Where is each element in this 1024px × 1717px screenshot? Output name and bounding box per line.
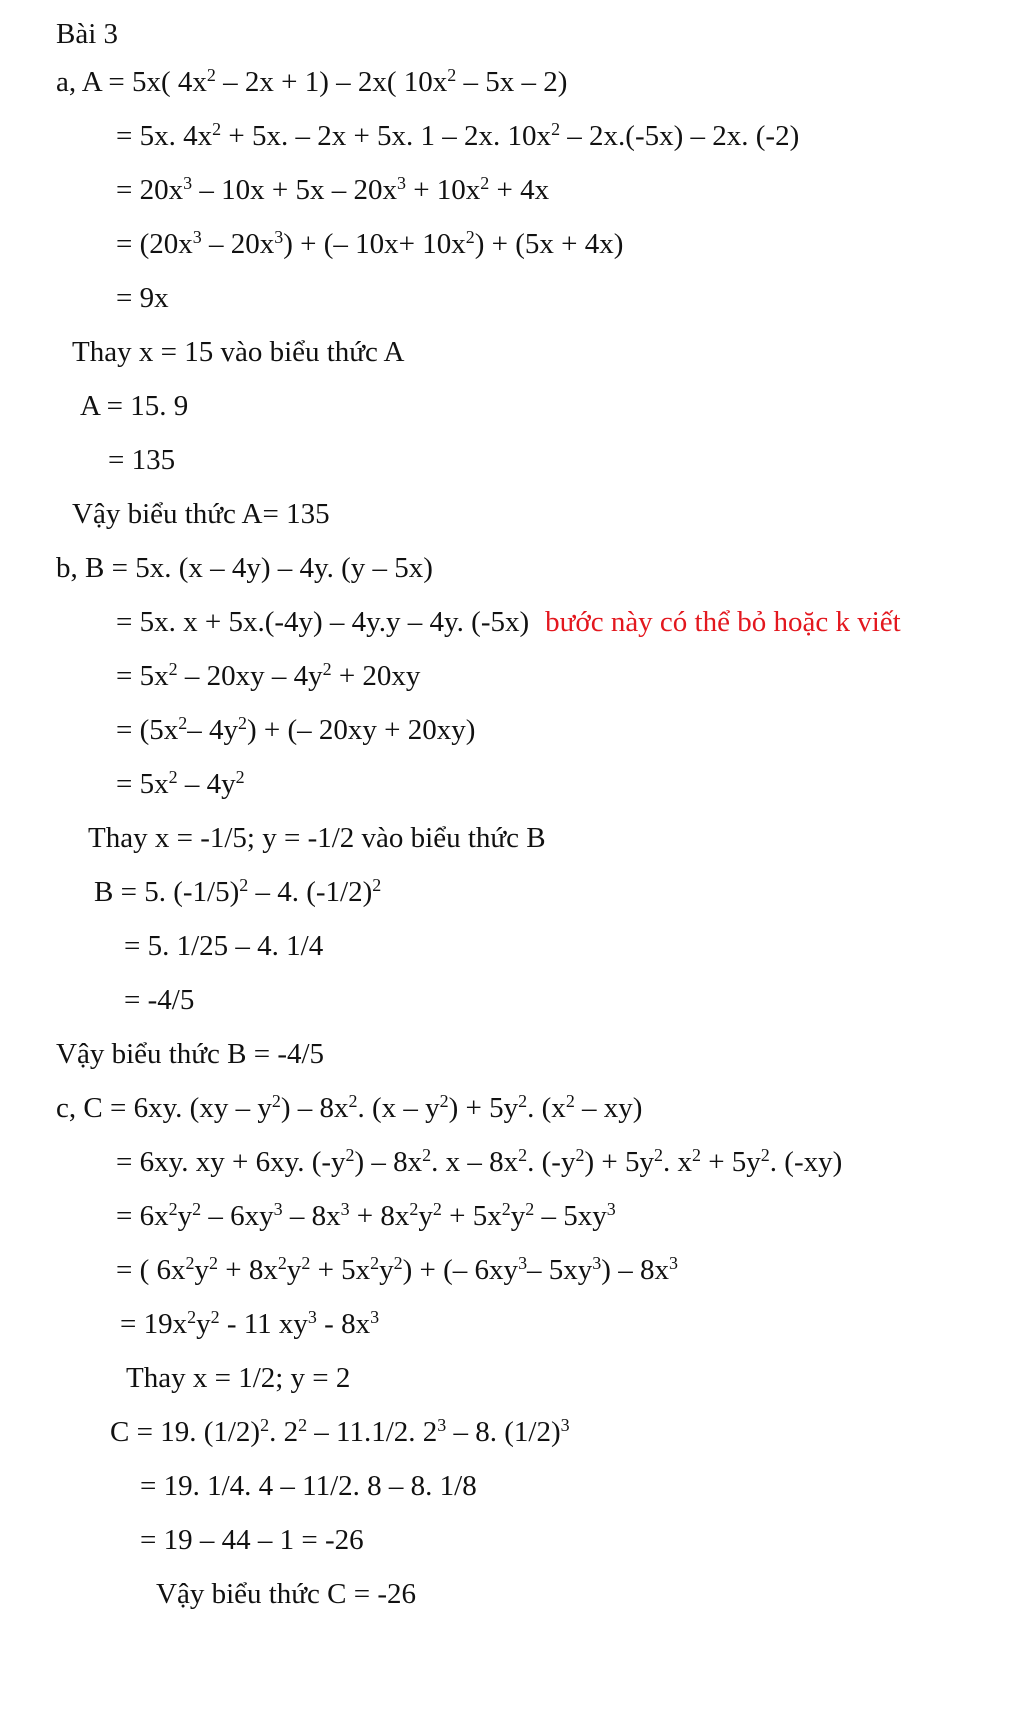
solution-line: A = 15. 9 (80, 390, 189, 422)
solution-line: Vậy biểu thức A= 135 (72, 498, 330, 530)
solution-line: Thay x = 1/2; y = 2 (126, 1362, 351, 1394)
solution-line: Thay x = 15 vào biểu thức A (72, 336, 405, 368)
solution-line: Vậy biểu thức C = -26 (156, 1578, 416, 1610)
solution-line: Vậy biểu thức B = -4/5 (56, 1038, 325, 1070)
solution-line: b, B = 5x. (x – 4y) – 4y. (y – 5x) (56, 552, 433, 584)
solution-line: = $19x^2y^2 - 11$ $xy^3 - 8x^3$ (120, 1307, 380, 1340)
solution-line: Thay x = -1/5; y = -1/2 vào biểu thức B (88, 822, 546, 854)
solution-line: = $6x^2y^2 - 6xy^3 - 8x^3 + 8x^2y^2 + 5x^2y^2 - 5xy^3$ (116, 1199, 616, 1232)
exercise-title: Bài 3 (56, 18, 119, 50)
solution-line: = 19 – 44 – 1 = -26 (140, 1524, 364, 1556)
solution-line: = ( $6x^2y^2 + 8x^2y^2 + 5x^2y^2$) + (– $6xy^3-$ $5xy^3) - 8x^3$ (116, 1253, 678, 1286)
solution-line: = $5x^2 - 4y^2$ (116, 767, 245, 800)
solution-line: = 5x. x + 5x.(-4y) – 4y.y – 4y. (-5x) bước này có thể bỏ hoặc k viết (116, 606, 901, 638)
solution-line: B = 5. $(-1/5)^2 - 4$. $(-1/2)^2$ (94, 875, 382, 908)
solution-line: = 135 (108, 444, 176, 476)
solution-line: = $5x^2 - 20xy - 4y^2 + 20xy$ (116, 659, 421, 692)
solution-line: a, A = 5x( $4x^2 - 2x + 1) - 2x$( $10x^2 - 5x - 2$) (56, 65, 568, 98)
solution-line: = $(20x^3 - 20x^3)$ + (– $10x+ 10x^2) + (5x + 4x)$ (116, 227, 624, 260)
solution-line: C = 19. $(1/2)^2$. $2^2 - 11.1/2$. $2^3 - 8$. $(1/2)^3$ (110, 1415, 570, 1448)
solution-line: = 19. 1/4. 4 – 11/2. 8 – 8. 1/8 (140, 1470, 477, 1502)
solution-line: = 9x (116, 282, 169, 314)
solution-line: = -4/5 (124, 984, 195, 1016)
solution-line: c, C = 6xy. $(xy - y^2) - 8x^2$. $(x - y^2) + 5y^2$. $(x^2 - xy)$ (56, 1091, 643, 1124)
solution-line: = ($5x^2-$ $4y^2$) + (– 20xy + 20xy) (116, 713, 476, 746)
solution-line: = 5. 1/25 – 4. 1/4 (124, 930, 324, 962)
solution-line: = 6xy. xy + 6xy. $(-y^2) - 8x^2$. x – $8x^2$. $(-y^2) + 5y^2$. $x^2 + 5y^2$. (-xy) (116, 1145, 843, 1178)
red-annotation-note: bước này có thể bỏ hoặc k viết (545, 606, 901, 638)
solution-line: = 5x. $4x^2 + 5x$. – 2x + 5x. 1 – 2x. $10x^2 - 2x.(-5x) - 2x$. (-2) (116, 119, 800, 152)
solution-line: = $20x^3 - 10x + 5x - 20x^3 + 10x^2 + 4x$ (116, 173, 550, 206)
